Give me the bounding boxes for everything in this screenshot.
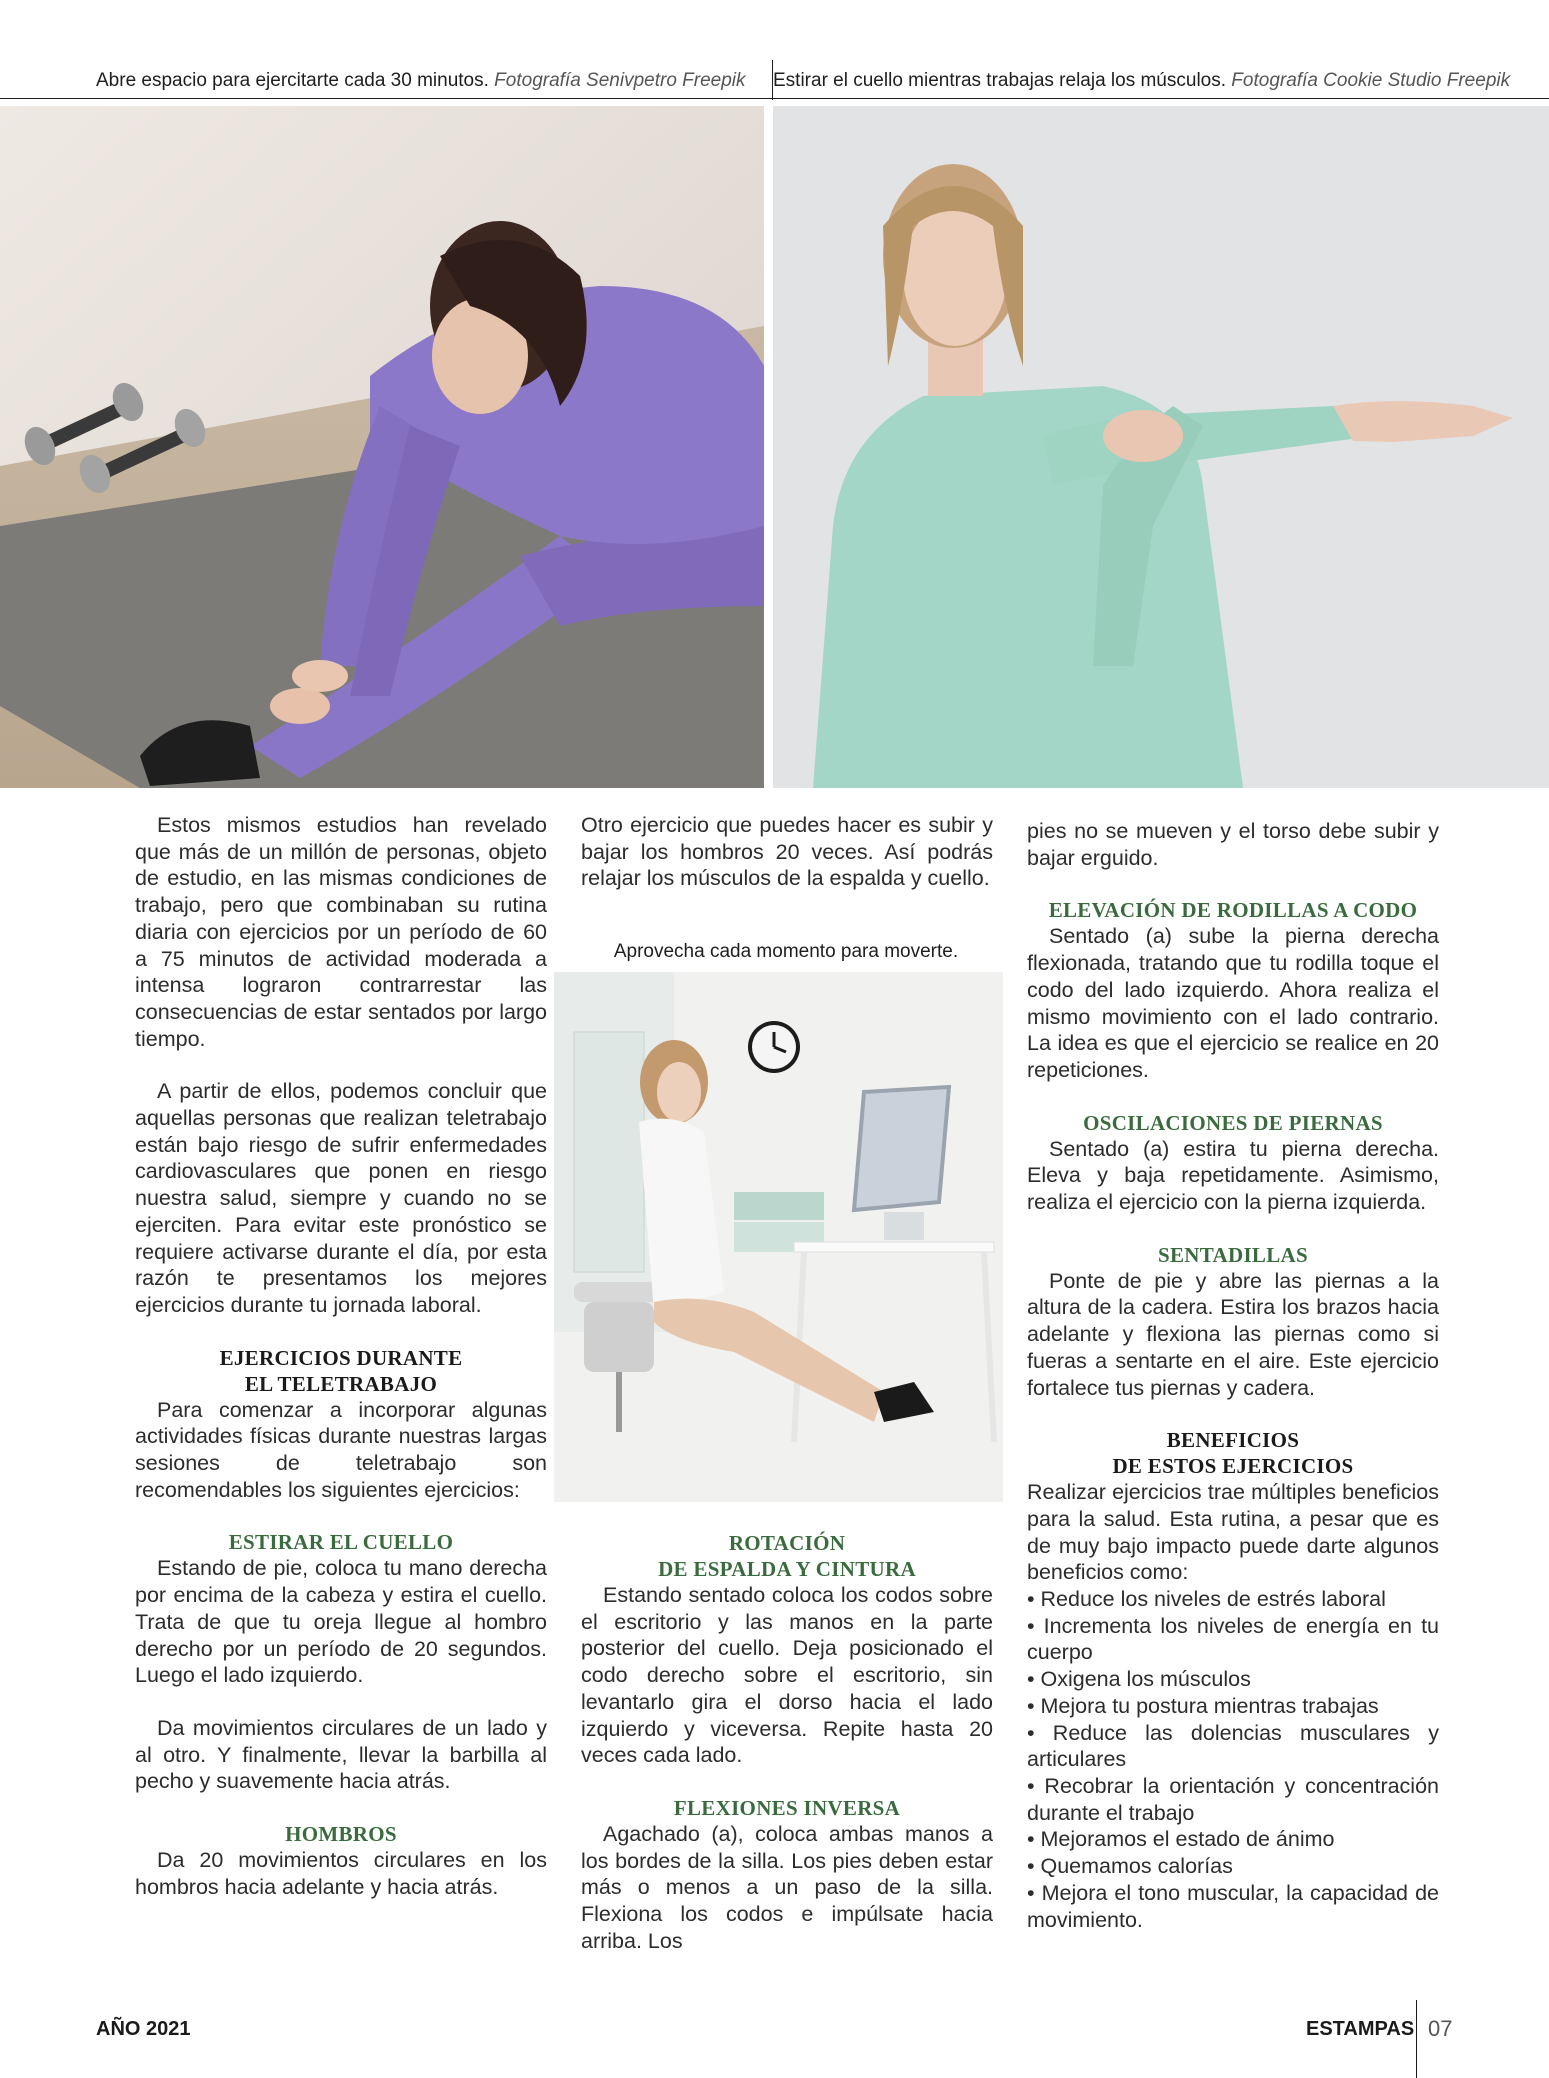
col3-paragraph: pies no se mueven y el torso debe subir y bajar erguido.: [1027, 819, 1439, 870]
stretching-woman-illustration: [0, 106, 764, 788]
photo-caption-right: [773, 70, 1510, 92]
caption-rule: [0, 98, 1549, 99]
benefit-item: • Incrementa los niveles de energía en tu cuerpo: [1027, 1613, 1439, 1665]
heading-estirar-cuello: ESTIRAR EL CUELLO: [228, 1530, 454, 1555]
col3-paragraph: Sentado (a) sube la pierna derecha flexionada, tratando que tu rodilla toque el codo del lado izquierdo. Ahora realiza el mismo movimiento con el lado contrario. La idea es que el ejercicio se realice en 20 repeticiones.: [1027, 924, 1439, 1082]
caption-left-text: Abre espacio para ejercitarte cada 30 minutos.: [96, 70, 489, 91]
benefit-item: • Reduce los niveles de estrés laboral: [1027, 1587, 1386, 1612]
article-column-2: [581, 812, 993, 892]
benefit-item: • Mejora el tono muscular, la capacidad de movimiento.: [1027, 1880, 1439, 1932]
benefit-item: • Oxigena los músculos: [1027, 1667, 1251, 1692]
col2-paragraph: Agachado (a), coloca ambas manos a los bordes de la silla. Los pies deben estar más o menos a un paso de la silla. Flexiona los codos e impúlsate hacia arriba. Los: [581, 1821, 993, 1953]
footer-magazine: ESTAMPAS: [1306, 2018, 1415, 2040]
caption-divider: [772, 60, 773, 100]
heading-line: DE ESPALDA Y CINTURA: [658, 1557, 916, 1581]
heading-line: EL TELETRABAJO: [244, 1371, 438, 1396]
benefit-item: • Mejoramos el estado de ánimo: [1027, 1827, 1335, 1852]
col2-paragraph: Estando sentado coloca los codos sobre el escritorio y las manos en la parte posterior del cuello. Deja posicionado el codo derecho sobre el escritorio, sin levantarlo gira el dorso hacia el lado izquierdo y viceversa. Repite hasta 20 veces cada lado.: [581, 1583, 993, 1768]
col2-paragraph: Otro ejercicio que puedes hacer es subir y bajar los hombros 20 veces. Así podrás relajar los músculos de la espalda y cuello.: [581, 813, 993, 891]
photo-desk-dips-woman: [554, 972, 1003, 1502]
col1-paragraph: Da 20 movimientos circulares en los hombros hacia adelante y hacia atrás.: [135, 1848, 547, 1899]
heading-line: EJERCICIOS DURANTE: [219, 1345, 463, 1370]
benefit-item: • Reduce las dolencias musculares y articulares: [1027, 1720, 1439, 1772]
footer-year: AÑO 2021: [96, 2018, 191, 2040]
benefits-list: [1027, 1586, 1439, 1933]
page-number: 07: [1428, 2016, 1453, 2041]
caption-right-text: Estirar el cuello mientras trabajas relaja los músculos.: [773, 70, 1227, 91]
col3-paragraph: Ponte de pie y abre las piernas a la altura de la cadera. Estira los brazos hacia adelante y flexiona las piernas como si fueras a sentarte en el aire. Este ejercicio fortalece tus piernas y cadera.: [1027, 1268, 1439, 1400]
paragraph-gap: [135, 1689, 547, 1715]
heading-rotacion: [581, 1530, 993, 1582]
col1-paragraph: A partir de ellos, podemos concluir que aquellas personas que realizan teletrabajo están bajo riesgo de sufrir enfermedades cardiovasculares que ponen en riesgo nuestra salud, siempre y cuando no se ejerciten. Para evitar este pronóstico se requiere activarse durante el día, por esta razón te presentamos los mejores ejercicios durante tu jornada laboral.: [135, 1079, 547, 1317]
benefit-item: • Quemamos calorías: [1027, 1854, 1233, 1879]
caption-left-credit: Fotografía Senivpetro Freepik: [494, 70, 746, 91]
col3-paragraph: Realizar ejercicios trae múltiples beneficios para la salud. Esta rutina, a pesar que es de muy bajo impacto puede darte algunos beneficios como:: [1027, 1480, 1439, 1585]
heading-elevacion: ELEVACIÓN DE RODILLAS A CODO: [1048, 898, 1418, 923]
heading-ejercicios: [135, 1345, 547, 1397]
col1-paragraph: Para comenzar a incorporar algunas actividades físicas durante nuestras largas sesiones de teletrabajo son recomendables los siguientes ejercicios:: [135, 1397, 547, 1502]
heading-beneficios: [1027, 1427, 1439, 1479]
arm-stretch-illustration: [773, 106, 1549, 788]
col1-paragraph: Estando de pie, coloca tu mano derecha por encima de la cabeza y estira el cuello. Trata de que tu oreja llegue al hombro derecho por un período de 20 segundos. Luego el lado izquierdo.: [135, 1556, 547, 1688]
photo-stretching-woman: [0, 106, 764, 788]
col1-paragraph: Estos mismos estudios han revelado que más de un millón de personas, objeto de estudio, en las mismas condiciones de trabajo, pero que combinaban su rutina diaria con ejercicios por un período de 60 a 75 minutos de actividad moderada a intensa lograron contrarrestar las consecuencias de estar sentados por largo tiempo.: [135, 813, 547, 1051]
article-column-3: [1027, 818, 1439, 1933]
paragraph-gap: [135, 1052, 547, 1078]
heading-hombros: HOMBROS: [285, 1822, 397, 1847]
col1-paragraph: Da movimientos circulares de un lado y al otro. Y finalmente, llevar la barbilla al pecho y suavemente hacia atrás.: [135, 1715, 547, 1794]
photo-caption-middle: Aprovecha cada momento para moverte.: [613, 941, 959, 962]
footer-divider: [1416, 2000, 1417, 2078]
heading-line: ROTACIÓN: [728, 1531, 846, 1555]
benefit-item: • Mejora tu postura mientras trabajas: [1027, 1693, 1379, 1718]
heading-oscilaciones: OSCILACIONES DE PIERNAS: [1083, 1110, 1383, 1135]
benefit-item: • Recobrar la orientación y concentración durante el trabajo: [1027, 1773, 1439, 1825]
photo-arm-stretch-woman: [773, 106, 1549, 788]
heading-flexiones: FLEXIONES INVERSA: [673, 1795, 901, 1820]
article-column-1: [135, 812, 547, 1901]
heading-sentadillas: SENTADILLAS: [1158, 1242, 1308, 1267]
heading-line: BENEFICIOS: [1166, 1428, 1300, 1453]
col3-paragraph: Sentado (a) estira tu pierna derecha. Eleva y baja repetidamente. Asimismo, realiza el ejercicio con la pierna izquierda.: [1027, 1136, 1439, 1215]
article-column-2-lower: [581, 1530, 993, 1954]
heading-line: DE ESTOS EJERCICIOS: [1112, 1454, 1354, 1479]
desk-dips-illustration: [554, 972, 1003, 1502]
caption-right-credit: Fotografía Cookie Studio Freepik: [1231, 70, 1511, 91]
photo-caption-left: [96, 70, 746, 92]
